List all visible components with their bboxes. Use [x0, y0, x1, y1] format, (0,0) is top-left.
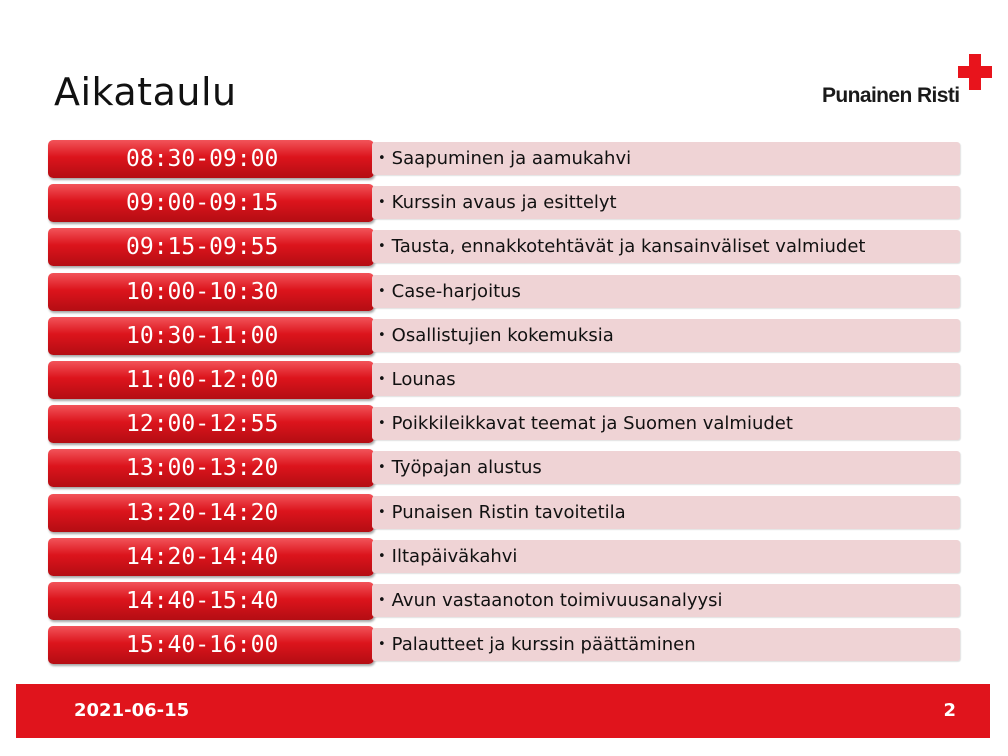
page-title: Aikataulu — [54, 70, 237, 114]
schedule-row — [48, 361, 962, 397]
bullet-icon: • — [378, 637, 386, 653]
bullet-icon: • — [378, 239, 386, 255]
schedule-item: • Punaisen Ristin tavoitetila — [372, 496, 960, 529]
schedule-item: • Case-harjoitus — [372, 275, 960, 308]
bullet-icon: • — [378, 371, 386, 387]
footer-bar — [16, 684, 990, 738]
schedule-row — [48, 449, 962, 485]
bullet-icon: • — [378, 548, 386, 564]
schedule-item: • Tausta, ennakkotehtävät ja kansainväliset valmiudet — [372, 230, 960, 263]
schedule-time: 11:00-12:00 — [48, 361, 374, 399]
schedule-row — [48, 582, 962, 618]
bullet-icon: • — [378, 592, 386, 608]
bullet-icon: • — [378, 151, 386, 166]
schedule-item: • Poikkileikkavat teemat ja Suomen valmiudet — [372, 407, 960, 440]
schedule-time: 13:00-13:20 — [48, 449, 374, 487]
schedule-row — [48, 317, 962, 353]
page-number: 2 — [943, 700, 956, 721]
red-cross-icon — [958, 54, 992, 90]
bullet-icon: • — [378, 460, 386, 476]
schedule-time: 09:15-09:55 — [48, 228, 374, 266]
schedule-row — [48, 273, 962, 309]
schedule-item: • Osallistujien kokemuksia — [372, 319, 960, 352]
bullet-icon: • — [378, 327, 386, 343]
schedule-time: 13:20-14:20 — [48, 494, 374, 532]
schedule-time: 08:30-09:00 — [48, 140, 374, 178]
schedule-row — [48, 494, 962, 530]
schedule-item: • Työpajan alustus — [372, 451, 960, 484]
bullet-icon: • — [378, 283, 386, 299]
schedule-item: • Lounas — [372, 363, 960, 396]
schedule-time: 15:40-16:00 — [48, 626, 374, 664]
schedule-row — [48, 228, 962, 264]
schedule-row — [48, 184, 962, 220]
schedule-item: • Saapuminen ja aamukahvi — [372, 142, 960, 175]
footer-date: 2021-06-15 — [74, 700, 190, 721]
schedule-item: • Iltapäiväkahvi — [372, 540, 960, 573]
schedule-row — [48, 626, 962, 662]
schedule-row — [48, 538, 962, 574]
schedule-row — [48, 140, 962, 176]
schedule-time: 14:40-15:40 — [48, 582, 374, 620]
schedule-time: 12:00-12:55 — [48, 405, 374, 443]
logo — [822, 54, 992, 114]
schedule-item: • Avun vastaanoton toimivuusanalyysi — [372, 584, 960, 617]
bullet-icon: • — [378, 416, 386, 432]
schedule-time: 14:20-14:40 — [48, 538, 374, 576]
bullet-icon: • — [378, 195, 386, 211]
bullet-icon: • — [378, 504, 386, 520]
schedule-list — [48, 140, 962, 670]
schedule-time: 09:00-09:15 — [48, 184, 374, 222]
schedule-time: 10:00-10:30 — [48, 273, 374, 311]
logo-text: Punainen Risti — [822, 84, 960, 107]
schedule-item: • Kurssin avaus ja esittelyt — [372, 186, 960, 219]
schedule-time: 10:30-11:00 — [48, 317, 374, 355]
schedule-row — [48, 405, 962, 441]
schedule-item: • Palautteet ja kurssin päättäminen — [372, 628, 960, 661]
